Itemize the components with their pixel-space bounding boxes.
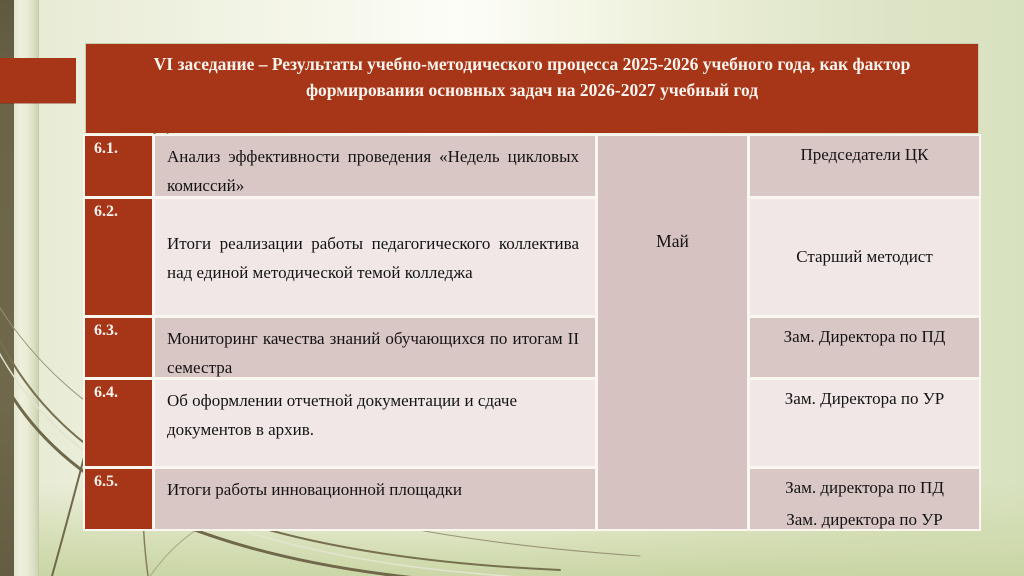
row-topic-6-4: Об оформлении отчетной документации и сдаче документов в архив. [155,380,595,466]
month-cell: Май [598,136,747,529]
meeting-table [85,43,979,529]
table-body [85,136,979,529]
row-responsible-6-1: Председатели ЦК [750,136,979,196]
row-topic-6-2 [155,199,595,315]
row-responsible-6-2: Старший методист [750,199,979,315]
row-responsible-6-5-line1: Зам. директора по ПД [785,478,944,497]
table-header-title: VI заседание – Результаты учебно-методического процесса 2025-2026 учебного года, как фактор формирования основных задач на 2026-2027 учебный год [85,43,979,133]
row-number-6-5: 6.5. [85,469,152,529]
row-number-6-4: 6.4. [85,380,152,466]
row-topic-6-3: Мониторинг качества знаний обучающихся по итогам II семестра [155,318,595,377]
row-responsible-6-4: Зам. Директора по УР [750,380,979,466]
row-topic-6-5: Итоги работы инновационной площадки [155,469,595,529]
row-responsible-6-3: Зам. Директора по ПД [750,318,979,377]
row-responsible-6-5 [750,469,979,529]
red-accent-block [0,58,76,103]
row-topic-6-2-text: Итоги реализации работы педагогического коллектива над единой методической темой колледжа [167,233,579,282]
row-number-6-2: 6.2. [85,199,152,315]
row-number-6-1: 6.1. [85,136,152,196]
row-topic-6-1: Анализ эффективности проведения «Недель цикловых комиссий» [155,136,595,196]
row-number-6-3: 6.3. [85,318,152,377]
row-responsible-6-5-line2: Зам. директора по УР [786,509,943,529]
